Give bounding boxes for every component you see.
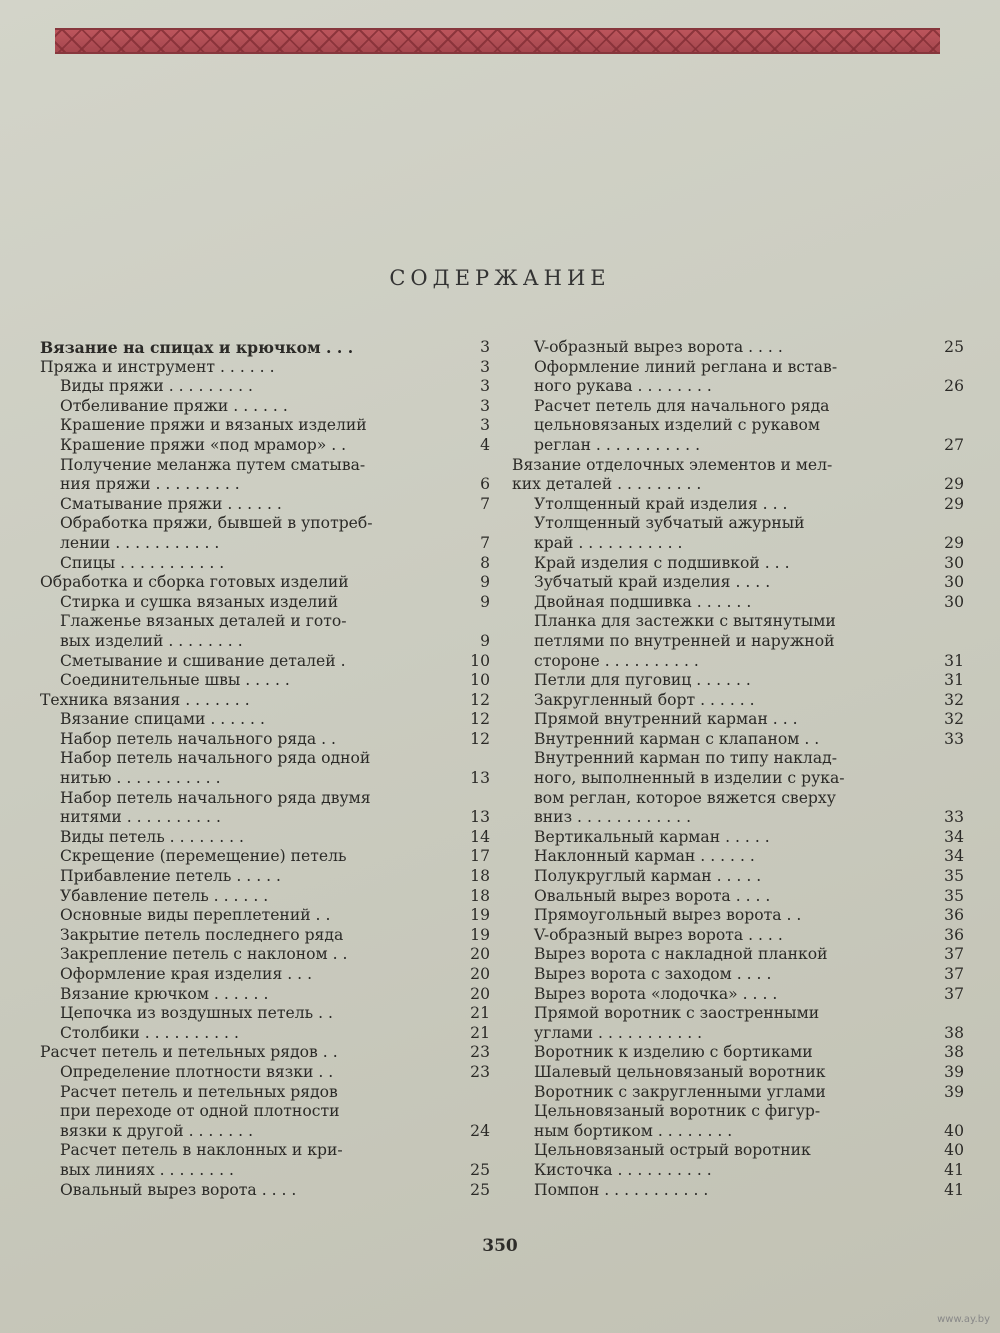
toc-entry — [512, 1102, 964, 1141]
toc-entry-page: 3 — [480, 416, 490, 435]
toc-entry-title: Вязание спицами . . . . . . — [60, 710, 265, 729]
toc-entry — [36, 867, 490, 887]
toc-entry-page: 9 — [480, 631, 490, 650]
toc-entry-title: V-образный вырез ворота . . . . — [534, 338, 783, 356]
toc-entry — [36, 573, 490, 593]
toc-left-column — [36, 338, 490, 1200]
toc-entry-title: Набор петель начального ряда одной нитью . . . . . . . . . . . — [60, 749, 371, 788]
toc-entry-page: 29 — [944, 494, 964, 513]
toc-entry-title: Овальный вырез ворота . . . . — [534, 886, 771, 905]
toc-entry-title: Прямой внутренний карман . . . — [534, 710, 798, 729]
toc-entry — [512, 1083, 964, 1103]
toc-entry-page: 21 — [470, 1004, 490, 1023]
toc-entry-page: 4 — [480, 435, 490, 454]
toc-entry-page: 3 — [480, 357, 490, 376]
toc-entry — [512, 612, 964, 671]
toc-entry — [512, 671, 964, 691]
toc-entry-title: Закрытие петель последнего ряда — [60, 925, 344, 944]
toc-entry — [512, 593, 964, 613]
toc-entry — [512, 1004, 964, 1043]
toc-entry-title: Полукруглый карман . . . . . — [534, 867, 762, 886]
toc-entry-title: Помпон . . . . . . . . . . . — [534, 1180, 709, 1199]
toc-entry-title: Скрещение (перемещение) петель — [60, 847, 347, 866]
toc-entry-page: 37 — [944, 984, 964, 1003]
toc-entry-page: 25 — [944, 338, 964, 356]
page-title: СОДЕРЖАНИЕ — [389, 266, 611, 290]
toc-entry — [36, 828, 490, 848]
toc-entry-page: 40 — [944, 1121, 964, 1140]
toc-entry-page: 20 — [470, 965, 490, 983]
toc-entry-title: Вязание крючком . . . . . . — [60, 984, 269, 1003]
toc-entry-page: 29 — [944, 475, 964, 494]
toc-entry — [36, 1141, 490, 1180]
toc-entry-title: Сматывание пряжи . . . . . . — [60, 494, 282, 513]
toc-entry-title: Планка для застежки с вытянутыми петлями по внутренней и наружной стороне . . . . . . . . . . — [534, 612, 836, 670]
toc-entry-title: Вырез ворота с заходом . . . . — [534, 965, 772, 983]
toc-entry-title: Утолщенный зубчатый ажурный край . . . . . . . . . . . — [534, 514, 805, 552]
toc-entry-title: Стирка и сушка вязаных изделий — [60, 592, 339, 611]
toc-entry — [36, 1043, 490, 1063]
toc-entry-page: 10 — [470, 671, 490, 690]
toc-entry — [36, 847, 490, 867]
toc-entry — [512, 397, 964, 456]
toc-entry-page: 33 — [944, 729, 964, 748]
toc-entry-title: Обработка и сборка готовых изделий — [40, 573, 349, 592]
toc-entry-title: Вырез ворота «лодочка» . . . . — [534, 984, 778, 1003]
toc-entry — [512, 730, 964, 750]
toc-entry-page: 19 — [470, 906, 490, 925]
toc-entry-title: V-образный вырез ворота . . . . — [534, 925, 783, 944]
toc-entry-page: 14 — [470, 827, 490, 846]
toc-entry-title: Виды пряжи . . . . . . . . . — [60, 377, 253, 396]
toc-entry-title: Пряжа и инструмент . . . . . . — [40, 357, 275, 376]
toc-entry-title: Шалевый цельновязаный воротник — [534, 1062, 826, 1081]
toc-entry — [512, 985, 964, 1005]
toc-entry — [512, 514, 964, 553]
toc-entry-page: 30 — [944, 592, 964, 611]
toc-entry — [512, 1161, 964, 1181]
toc-entry-title: Цельновязаный острый воротник — [534, 1141, 811, 1160]
toc-entry — [36, 789, 490, 828]
toc-entry-page: 13 — [470, 808, 490, 827]
toc-entry — [36, 710, 490, 730]
toc-entry-page: 23 — [470, 1062, 490, 1081]
toc-entry — [36, 926, 490, 946]
toc-entry-title: Убавление петель . . . . . . — [60, 886, 269, 905]
toc-entry-page: 34 — [944, 827, 964, 846]
toc-entry-page: 13 — [470, 769, 490, 788]
toc-entry-page: 9 — [480, 573, 490, 592]
toc-entry — [512, 691, 964, 711]
toc-entry-title: Расчет петель и петельных рядов при переходе от одной плотности вязки к другой . . . . . . . — [60, 1082, 340, 1140]
toc-entry-page: 10 — [470, 651, 490, 670]
toc-entry-title: Расчет петель и петельных рядов . . — [40, 1043, 338, 1062]
toc-entry — [512, 1181, 964, 1201]
toc-entry-page: 39 — [944, 1062, 964, 1081]
toc-entry — [512, 495, 964, 515]
toc-entry-title: Крашение пряжи и вязаных изделий — [60, 416, 367, 435]
toc-entry-title: Прямоугольный вырез ворота . . — [534, 906, 802, 925]
toc-entry-title: Крашение пряжи «под мрамор» . . — [60, 435, 347, 454]
toc-entry-page: 37 — [944, 965, 964, 983]
toc-entry-page: 32 — [944, 690, 964, 709]
toc-entry — [36, 1024, 490, 1044]
toc-entry-title: Петли для пуговиц . . . . . . — [534, 671, 751, 690]
toc-entry-title: Набор петель начального ряда . . — [60, 729, 336, 748]
toc-entry — [36, 945, 490, 965]
toc-entry — [512, 847, 964, 867]
toc-entry — [36, 671, 490, 691]
toc-entry-page: 32 — [944, 710, 964, 729]
toc-entry — [512, 828, 964, 848]
toc-entry-page: 12 — [470, 690, 490, 709]
toc-entry-title: Закругленный борт . . . . . . — [534, 690, 755, 709]
toc-entry — [512, 710, 964, 730]
toc-entry — [36, 1181, 490, 1201]
toc-entry-page: 29 — [944, 533, 964, 552]
toc-entry-page: 3 — [480, 377, 490, 396]
toc-entry-page: 40 — [944, 1141, 964, 1160]
toc-entry-page: 25 — [470, 1160, 490, 1179]
toc-entry-page: 33 — [944, 808, 964, 827]
toc-entry — [512, 338, 964, 358]
toc-entry-page: 8 — [480, 553, 490, 572]
toc-entry-title: Определение плотности вязки . . — [60, 1062, 334, 1081]
toc-entry-title: Обработка пряжи, бывшей в употреб- лении . . . . . . . . . . . — [60, 514, 373, 552]
toc-entry-page: 18 — [470, 867, 490, 886]
toc-entry — [36, 730, 490, 750]
toc-entry-page: 35 — [944, 886, 964, 905]
toc-entry-title: Вертикальный карман . . . . . — [534, 827, 770, 846]
toc-entry-title: Двойная подшивка . . . . . . — [534, 592, 752, 611]
toc-entry — [512, 358, 964, 397]
toc-entry-page: 41 — [944, 1160, 964, 1179]
toc-entry-page: 20 — [470, 945, 490, 964]
toc-entry-title: Столбики . . . . . . . . . . — [60, 1023, 239, 1042]
toc-entry-title: Закрепление петель с наклоном . . — [60, 945, 348, 964]
toc-entry — [36, 514, 490, 553]
toc-entry — [512, 945, 964, 965]
toc-entry — [36, 436, 490, 456]
toc-entry — [36, 397, 490, 417]
toc-entry-title: Прямой воротник с заостренными углами . . . . . . . . . . . — [534, 1004, 820, 1042]
toc-entry-page: 23 — [470, 1043, 490, 1062]
toc-entry-title: Глаженье вязаных деталей и гото- вых изделий . . . . . . . . — [60, 612, 347, 650]
toc-entry-title: Оформление края изделия . . . — [60, 965, 313, 983]
toc-entry-page: 3 — [480, 338, 490, 356]
toc-entry-title: Вырез ворота с накладной планкой — [534, 945, 828, 964]
toc-entry — [36, 652, 490, 672]
toc-entry-page: 39 — [944, 1082, 964, 1101]
toc-entry-page: 7 — [480, 494, 490, 513]
toc-entry-page: 35 — [944, 867, 964, 886]
toc-entry-title: Виды петель . . . . . . . . — [60, 827, 245, 846]
toc-entry — [512, 573, 964, 593]
toc-entry-title: Спицы . . . . . . . . . . . — [60, 553, 225, 572]
toc-entry — [512, 1043, 964, 1063]
toc-entry-page: 36 — [944, 925, 964, 944]
toc-entry — [36, 1004, 490, 1024]
toc-entry — [36, 1083, 490, 1142]
toc-entry — [512, 887, 964, 907]
toc-entry-title: Прибавление петель . . . . . — [60, 867, 281, 886]
toc-entry-title: Сметывание и сшивание деталей . — [60, 651, 346, 670]
toc-entry-page: 24 — [470, 1121, 490, 1140]
toc-entry — [512, 906, 964, 926]
toc-entry — [36, 456, 490, 495]
toc-entry — [512, 965, 964, 985]
toc-entry-page: 25 — [470, 1180, 490, 1199]
toc-entry-page: 18 — [470, 886, 490, 905]
toc-entry-page: 21 — [470, 1023, 490, 1042]
toc-entry-page: 20 — [470, 984, 490, 1003]
toc-right-column — [512, 338, 964, 1200]
toc-entry-page: 26 — [944, 377, 964, 396]
toc-entry — [36, 554, 490, 574]
toc-entry — [36, 358, 490, 378]
toc-entry — [36, 887, 490, 907]
toc-entry-title: Внутренний карман по типу наклад- ного, выполненный в изделии с рука- вом реглан, которое вяжется сверху вниз . . . . . . . . . . . . — [534, 749, 845, 827]
toc-entry-page: 31 — [944, 651, 964, 670]
toc-entry-page: 6 — [480, 475, 490, 494]
toc-entry-page: 36 — [944, 906, 964, 925]
toc-entry-page: 7 — [480, 533, 490, 552]
toc-entry-page: 38 — [944, 1043, 964, 1062]
toc-entry — [36, 495, 490, 515]
toc-entry — [36, 593, 490, 613]
toc-entry — [512, 1141, 964, 1161]
toc-entry-page: 41 — [944, 1180, 964, 1199]
toc-entry-title: Вязание на спицах и крючком . . . — [40, 338, 354, 357]
toc-entry-page: 30 — [944, 573, 964, 592]
toc-entry — [36, 338, 490, 358]
decorative-border — [55, 28, 940, 54]
toc-entry-title: Получение меланжа путем сматыва- ния пряжи . . . . . . . . . — [60, 455, 366, 494]
toc-entry — [36, 377, 490, 397]
toc-entry-title: Техника вязания . . . . . . . — [40, 690, 250, 709]
toc-entry — [36, 906, 490, 926]
toc-entry — [512, 867, 964, 887]
toc-entry — [512, 456, 964, 495]
watermark: www.ay.by — [937, 1314, 990, 1325]
toc-entry-title: Зубчатый край изделия . . . . — [534, 573, 771, 592]
toc-entry — [36, 985, 490, 1005]
toc-entry-title: Основные виды переплетений . . — [60, 906, 331, 925]
toc-entry-page: 9 — [480, 592, 490, 611]
toc-entry-title: Соединительные швы . . . . . — [60, 671, 290, 690]
toc-entry-title: Воротник с закругленными углами — [534, 1082, 826, 1101]
toc-entry-page: 12 — [470, 710, 490, 729]
toc-entry-page: 34 — [944, 847, 964, 866]
toc-entry-title: Воротник к изделию с бортиками — [534, 1043, 813, 1062]
toc-entry-title: Расчет петель в наклонных и кри- вых линиях . . . . . . . . — [60, 1141, 343, 1179]
toc-entry-title: Наклонный карман . . . . . . — [534, 847, 755, 866]
toc-entry — [36, 612, 490, 651]
toc-entry-page: 27 — [944, 435, 964, 454]
toc-entry-title: Кисточка . . . . . . . . . . — [534, 1160, 712, 1179]
toc-entry — [36, 416, 490, 436]
toc-entry-title: Набор петель начального ряда двумя нитями . . . . . . . . . . — [60, 788, 371, 827]
toc-entry-page: 17 — [470, 847, 490, 866]
toc-entry-page: 37 — [944, 945, 964, 964]
toc-entry — [36, 691, 490, 711]
toc-entry-page: 31 — [944, 671, 964, 690]
toc-entry-page: 38 — [944, 1023, 964, 1042]
toc-entry-title: Вязание отделочных элементов и мел- ких деталей . . . . . . . . . — [512, 455, 833, 494]
toc-entry — [36, 965, 490, 985]
toc-entry-title: Оформление линий реглана и встав- ного рукава . . . . . . . . — [534, 357, 838, 396]
toc-entry-title: Расчет петель для начального ряда цельновязаных изделий с рукавом реглан . . . . . . . . . . . — [534, 396, 830, 454]
toc-entry-title: Овальный вырез ворота . . . . — [60, 1180, 297, 1199]
page-number: 350 — [482, 1236, 518, 1256]
toc-entry-title: Утолщенный край изделия . . . — [534, 494, 788, 513]
toc-entry-title: Внутренний карман с клапаном . . — [534, 729, 820, 748]
toc-entry-title: Край изделия с подшивкой . . . — [534, 553, 790, 572]
toc-entry-title: Цельновязаный воротник с фигур- ным бортиком . . . . . . . . — [534, 1102, 821, 1140]
toc-entry — [512, 554, 964, 574]
toc-entry — [512, 926, 964, 946]
toc-entry-title: Отбеливание пряжи . . . . . . — [60, 396, 288, 415]
toc-entry-title: Цепочка из воздушных петель . . — [60, 1004, 333, 1023]
toc-entry-page: 3 — [480, 396, 490, 415]
toc-entry — [36, 1063, 490, 1083]
toc-entry-page: 12 — [470, 729, 490, 748]
toc-entry-page: 30 — [944, 553, 964, 572]
toc-entry — [512, 749, 964, 827]
toc-entry-page: 19 — [470, 925, 490, 944]
toc-entry — [512, 1063, 964, 1083]
toc-entry — [36, 749, 490, 788]
